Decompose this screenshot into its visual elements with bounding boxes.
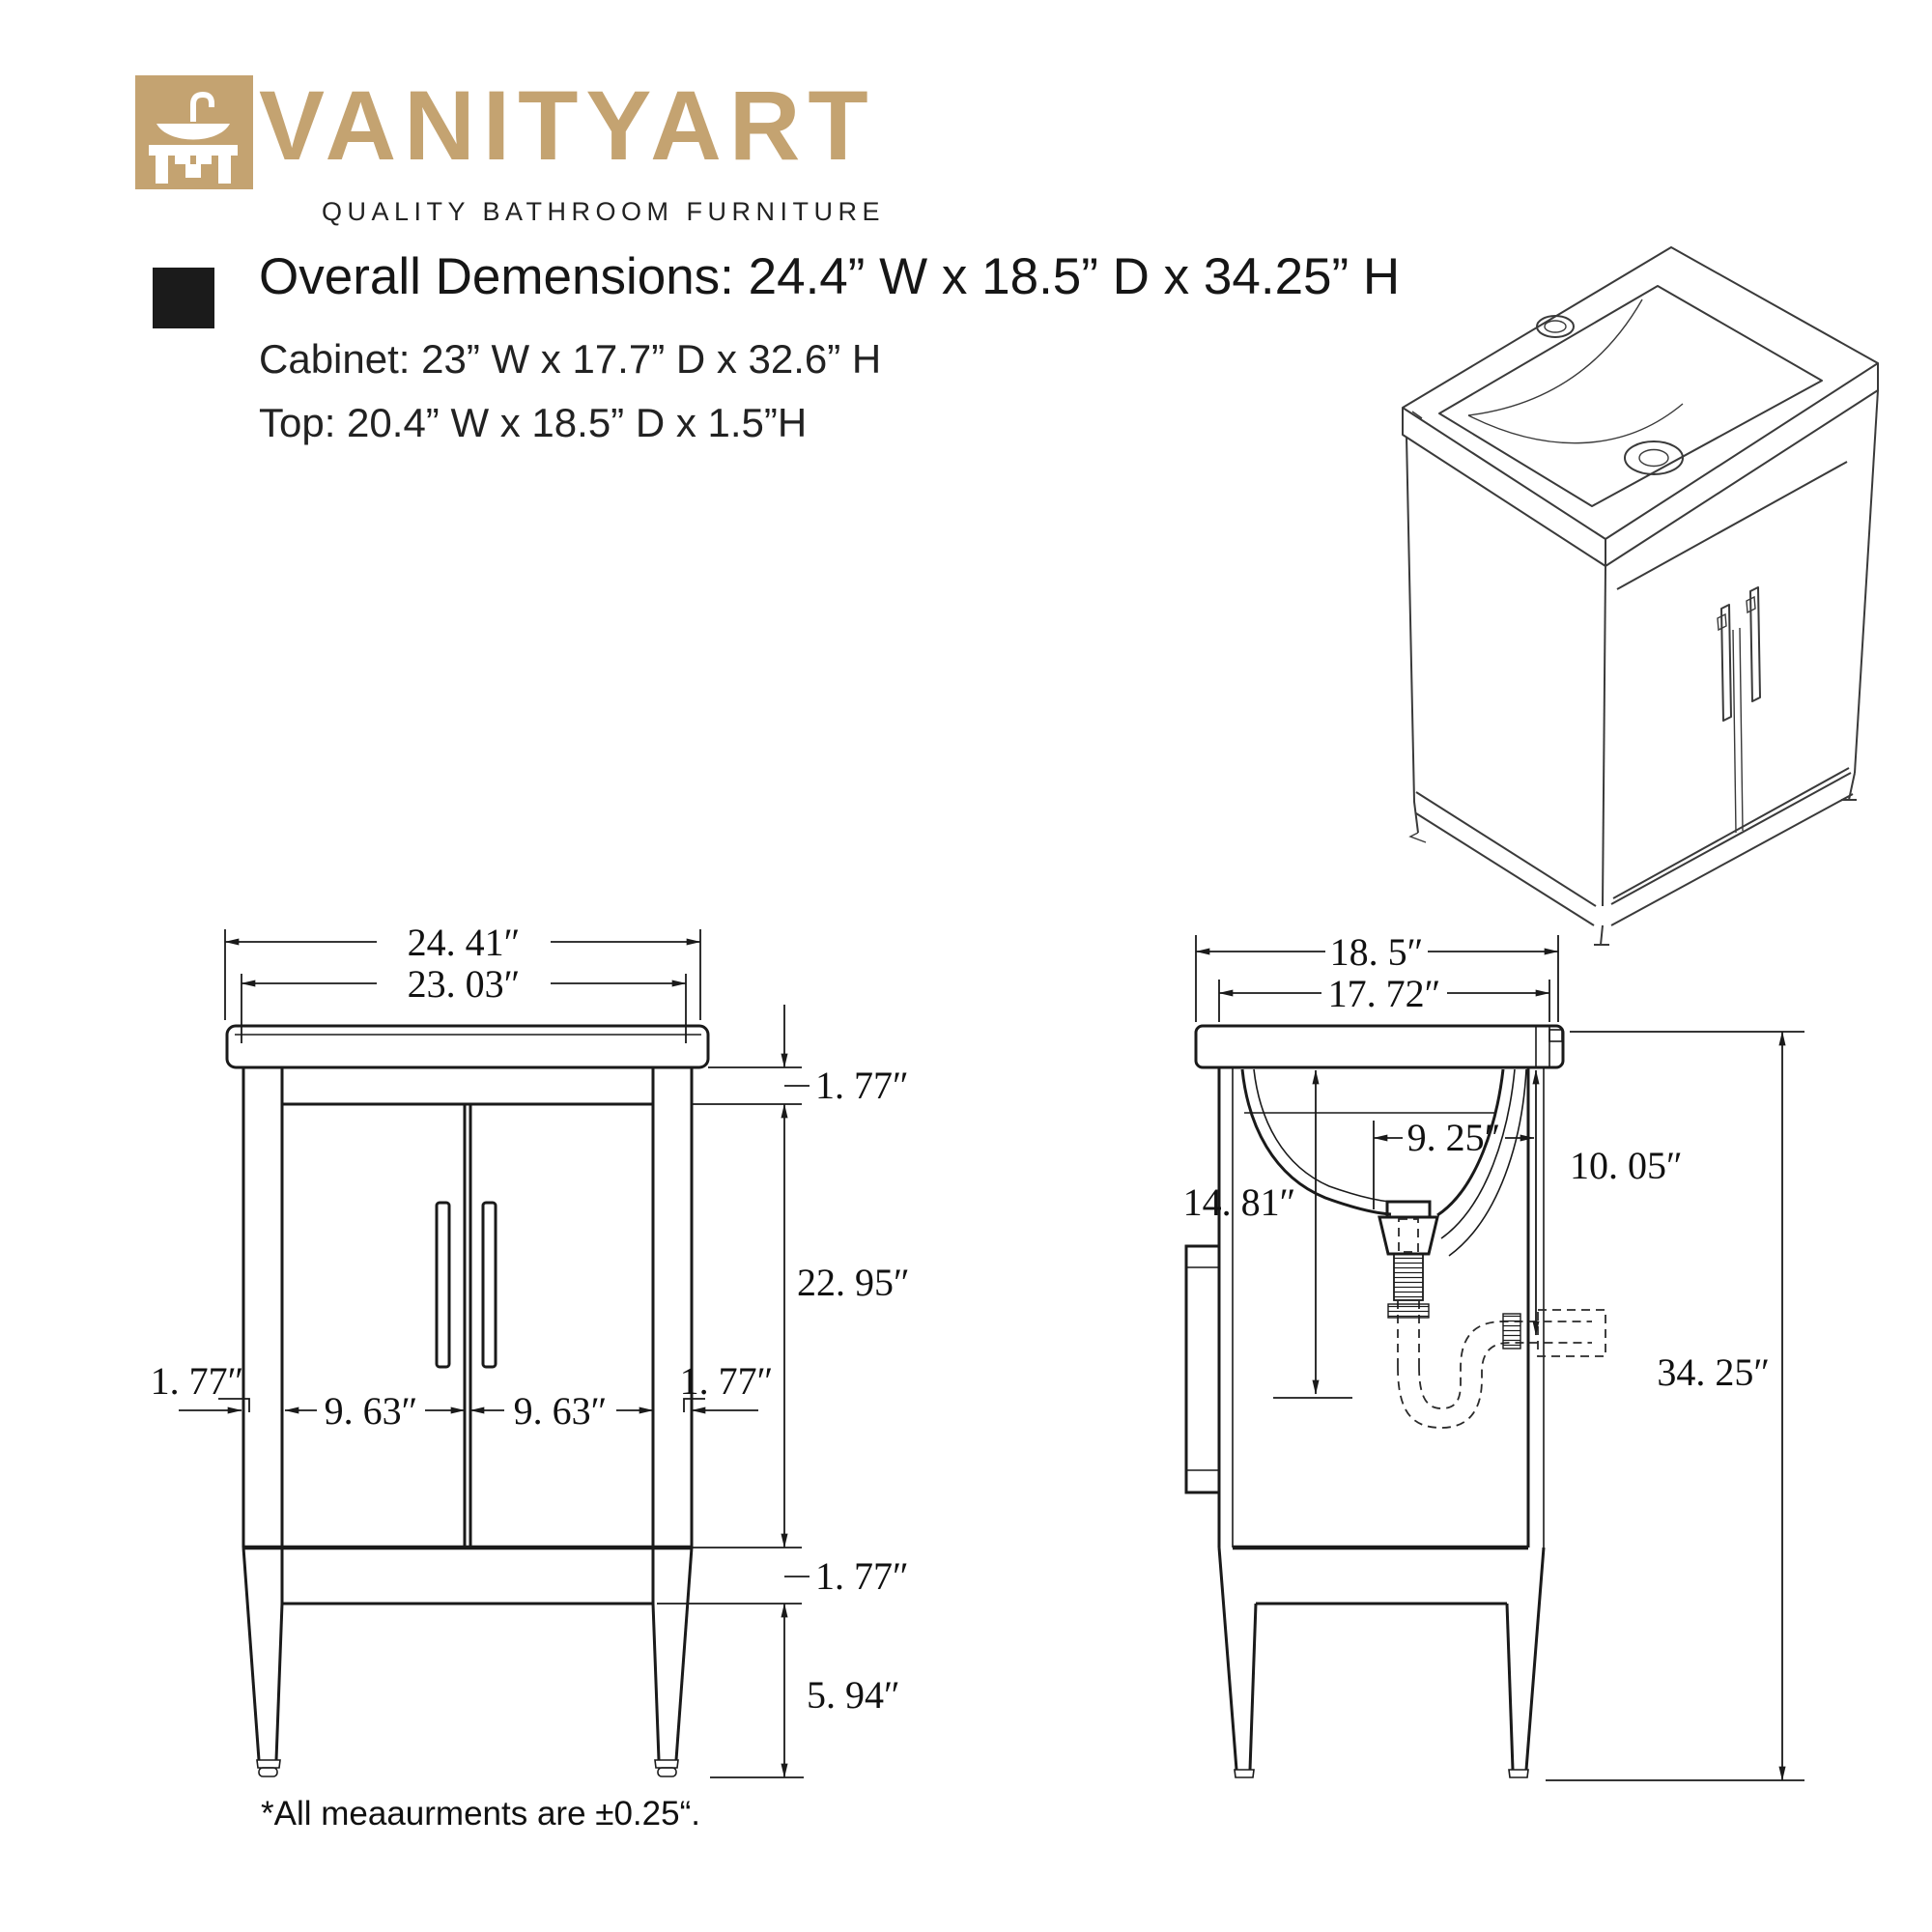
front-view xyxy=(151,921,910,1777)
dim-left-frame: 1. 77″ xyxy=(150,1359,244,1403)
dim-cabinet-width: 23. 03″ xyxy=(407,962,521,1006)
overall-dimensions-text: Overall Demensions: 24.4” W x 18.5” D x 34.25” H xyxy=(259,248,1401,305)
dim-drain-offset: 9. 25″ xyxy=(1406,1116,1501,1159)
side-view xyxy=(1183,930,1804,1780)
brand-name: VANITYART xyxy=(259,71,876,181)
dim-leg-height: 5. 94″ xyxy=(807,1673,900,1717)
isometric-view xyxy=(1403,247,1878,945)
top-dimensions-text: Top: 20.4” W x 18.5” D x 1.5”H xyxy=(259,400,808,445)
dim-top-rail: 1. 77″ xyxy=(815,1064,909,1107)
dim-drain-depth: 14. 81″ xyxy=(1182,1180,1296,1224)
dim-cabinet-depth: 17. 72″ xyxy=(1327,972,1441,1015)
dim-left-door: 9. 63″ xyxy=(324,1389,418,1433)
dim-bottom-rail: 1. 77″ xyxy=(815,1554,909,1598)
cabinet-dimensions-text: Cabinet: 23” W x 17.7” D x 32.6” H xyxy=(259,336,882,382)
dim-right-frame: 1. 77″ xyxy=(679,1359,774,1403)
dim-door-height: 22. 95″ xyxy=(797,1261,910,1304)
dim-overall-height: 34. 25″ xyxy=(1657,1350,1770,1394)
tolerance-footnote: *All meaaurments are ±0.25“. xyxy=(261,1795,700,1833)
dim-overall-depth: 18. 5″ xyxy=(1329,930,1424,974)
dim-overall-width: 24. 41″ xyxy=(407,921,521,964)
dim-right-door: 9. 63″ xyxy=(513,1389,608,1433)
brand-tagline: QUALITY BATHROOM FURNITURE xyxy=(322,197,886,226)
dim-drain-height: 10. 05″ xyxy=(1570,1144,1683,1187)
